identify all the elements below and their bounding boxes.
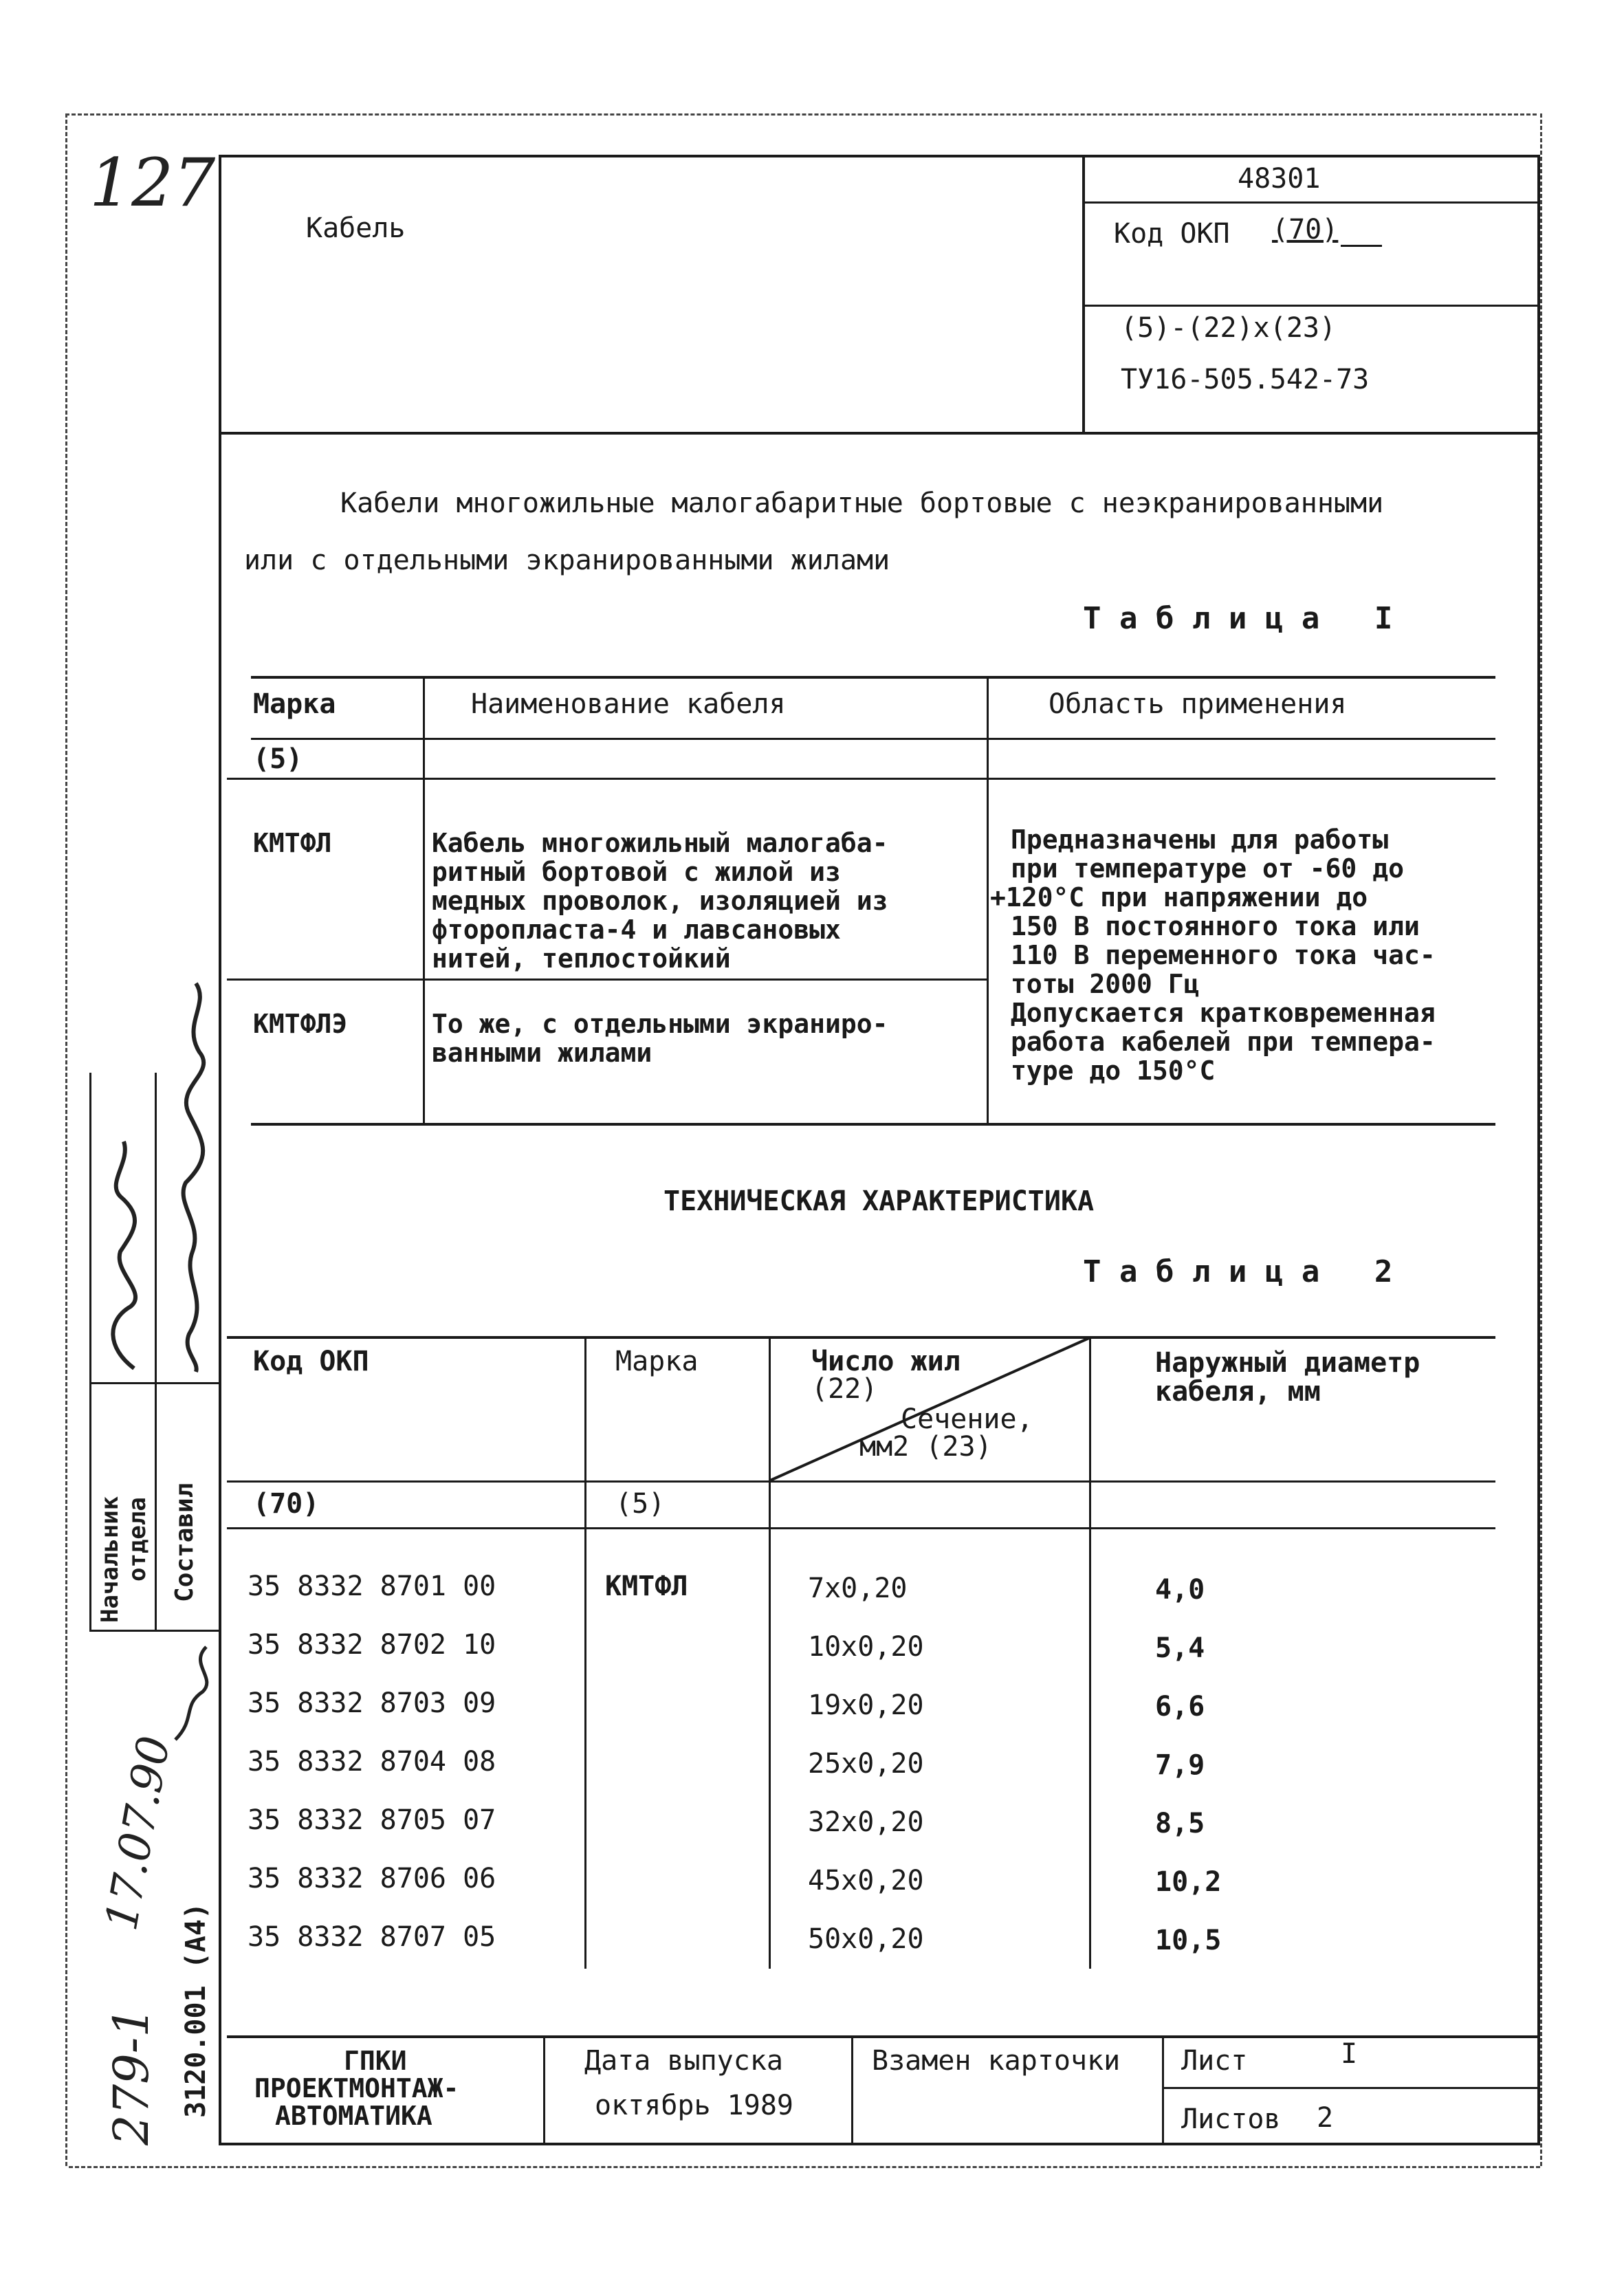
table2-row2-okp: 35 8332 8702 10	[248, 1629, 496, 1661]
head-of-department-label-2: отдела	[124, 1497, 151, 1582]
footer-org-2: ПРОЕКТМОНТАЖ-	[254, 2073, 459, 2103]
footer-org-1: ГПКИ	[344, 2046, 407, 2076]
table2-row1-diameter: 4,0	[1155, 1574, 1205, 1606]
table2-row1-mark: КМТФЛ	[605, 1571, 688, 1602]
table2-row4-okp: 35 8332 8704 08	[248, 1746, 496, 1778]
bottom-trim-line	[69, 2166, 1540, 2168]
okp-code-ref: (70)	[1272, 214, 1339, 245]
page-number-handwritten: 127	[89, 144, 216, 221]
table2-ref-mark: (5)	[615, 1488, 666, 1520]
table1-application-6: тоты 2000 Гц	[1011, 969, 1200, 999]
right-trim-line	[1540, 113, 1542, 2166]
head-of-department-label-1: Начальник	[96, 1496, 124, 1623]
table2-ref-okp: (70)	[253, 1488, 320, 1520]
table2-row2-diameter: 5,4	[1155, 1632, 1205, 1664]
table2-row4-cores: 25x0,20	[808, 1748, 924, 1780]
footer-sheet-label: Лист	[1181, 2045, 1248, 2077]
table1-row2-name-1: То же, с отдельными экраниро-	[432, 1009, 888, 1039]
footer-replace-label: Взамен карточки	[872, 2045, 1121, 2077]
table2-header-mark: Марка	[615, 1346, 699, 1377]
description-line-1: Кабели многожильные малогабаритные бортовые с неэкранированными	[340, 488, 1384, 519]
author-label: Составил	[171, 1483, 199, 1602]
footer-release-label: Дата выпуска	[584, 2045, 783, 2077]
table1-application-4: 150 В постоянного тока или	[1011, 911, 1420, 941]
margin-handwritten-note: 279-1	[103, 2007, 160, 2145]
table1-application-1: Предназначены для работы	[1011, 824, 1389, 855]
description-line-2: или с отдельными экранированными жилами	[244, 545, 890, 576]
footer-org-3: АВТОМАТИКА	[275, 2101, 432, 2131]
table2-header-okp: Код ОКП	[253, 1346, 369, 1377]
table1-application-2: при температуре от -60 до	[1011, 853, 1404, 884]
designation: (5)-(22)x(23)	[1121, 312, 1337, 344]
table1-header-application: Область применения	[1049, 688, 1347, 720]
table2-row7-diameter: 10,5	[1155, 1925, 1222, 1956]
margin-signature	[162, 1637, 223, 1747]
table2-row5-cores: 32x0,20	[808, 1806, 924, 1838]
footer-sheet-number: I	[1341, 2038, 1358, 2070]
footer-release-date: октябрь 1989	[595, 2090, 793, 2121]
table2-header-section-unit: мм2 (23)	[859, 1431, 992, 1463]
table1-application-8: работа кабелей при темпера-	[1011, 1027, 1436, 1057]
table2-header-diameter-1: Наружный диаметр	[1155, 1347, 1420, 1379]
table1-row1-name-3: медных проволок, изоляцией из	[432, 886, 888, 916]
table2-caption: Т а б л и ц а 2	[1083, 1254, 1393, 1289]
table1-application-9: туре до 150°С	[1011, 1056, 1216, 1086]
table1-row2-name-2: ванными жилами	[432, 1038, 652, 1068]
top-trim-line	[65, 113, 1537, 116]
okp-code-label: Код ОКП	[1114, 218, 1230, 250]
table1-row1-mark: КМТФЛ	[253, 828, 332, 858]
table2-row6-okp: 35 8332 8706 06	[248, 1863, 496, 1894]
table2-header-diameter-2: кабеля, мм	[1155, 1376, 1321, 1408]
table1-row1-name-1: Кабель многожильный малогаба-	[432, 828, 888, 858]
table2-row5-okp: 35 8332 8705 07	[248, 1804, 496, 1836]
tech-characteristics-title: ТЕХНИЧЕСКАЯ ХАРАКТЕРИСТИКА	[663, 1185, 1095, 1217]
table2-row1-okp: 35 8332 8701 00	[248, 1571, 496, 1602]
table2-row6-cores: 45x0,20	[808, 1865, 924, 1896]
table2-row6-diameter: 10,2	[1155, 1866, 1222, 1898]
table1-application-3: +120°С при напряжении до	[990, 882, 1368, 912]
table1-row1-name-4: фторопласта-4 и лавсановых	[432, 915, 841, 945]
document-number: 48301	[1238, 163, 1321, 195]
table2-row7-cores: 50x0,20	[808, 1923, 924, 1955]
table2-row1-cores: 7x0,20	[808, 1573, 908, 1604]
table1-application-7: Допускается кратковременная	[1011, 998, 1436, 1028]
author-signature	[162, 976, 223, 1375]
table2-header-section: Сечение,	[901, 1403, 1033, 1435]
table1-caption: Т а б л и ц а I	[1083, 601, 1393, 636]
table1-row2-mark: КМТФЛЭ	[253, 1009, 348, 1039]
left-trim-line	[65, 113, 67, 2166]
table2-row4-diameter: 7,9	[1155, 1749, 1205, 1781]
table1-row1-name-5: нитей, теплостойкий	[432, 943, 731, 974]
table1-application-5: 110 В переменного тока час-	[1011, 940, 1436, 970]
table2-header-cores-ref: (22)	[811, 1373, 878, 1405]
table1-ref-row: (5)	[253, 743, 303, 775]
table2-header-cores: Число жил	[811, 1346, 961, 1377]
form-format-code: 3120.001 (А4)	[180, 1902, 212, 2118]
table1-header-name: Наименование кабеля	[471, 688, 786, 720]
table2-row7-okp: 35 8332 8707 05	[248, 1921, 496, 1953]
table1-row1-name-2: ритный бортовой с жилой из	[432, 857, 841, 887]
footer-sheets-label: Листов	[1181, 2103, 1281, 2135]
table2-row5-diameter: 8,5	[1155, 1808, 1205, 1839]
table2-row3-okp: 35 8332 8703 09	[248, 1687, 496, 1719]
footer-sheets-count: 2	[1317, 2102, 1334, 2134]
table1-header-mark: Марка	[253, 688, 336, 720]
table2-row2-cores: 10x0,20	[808, 1631, 924, 1663]
head-signature	[93, 1114, 155, 1375]
product-title: Кабель	[306, 212, 406, 244]
spec-number: ТУ16-505.542-73	[1121, 364, 1370, 395]
table2-row3-cores: 19x0,20	[808, 1690, 924, 1721]
margin-handwritten-date: 17.07.90	[96, 1732, 181, 1934]
table2-row3-diameter: 6,6	[1155, 1691, 1205, 1723]
